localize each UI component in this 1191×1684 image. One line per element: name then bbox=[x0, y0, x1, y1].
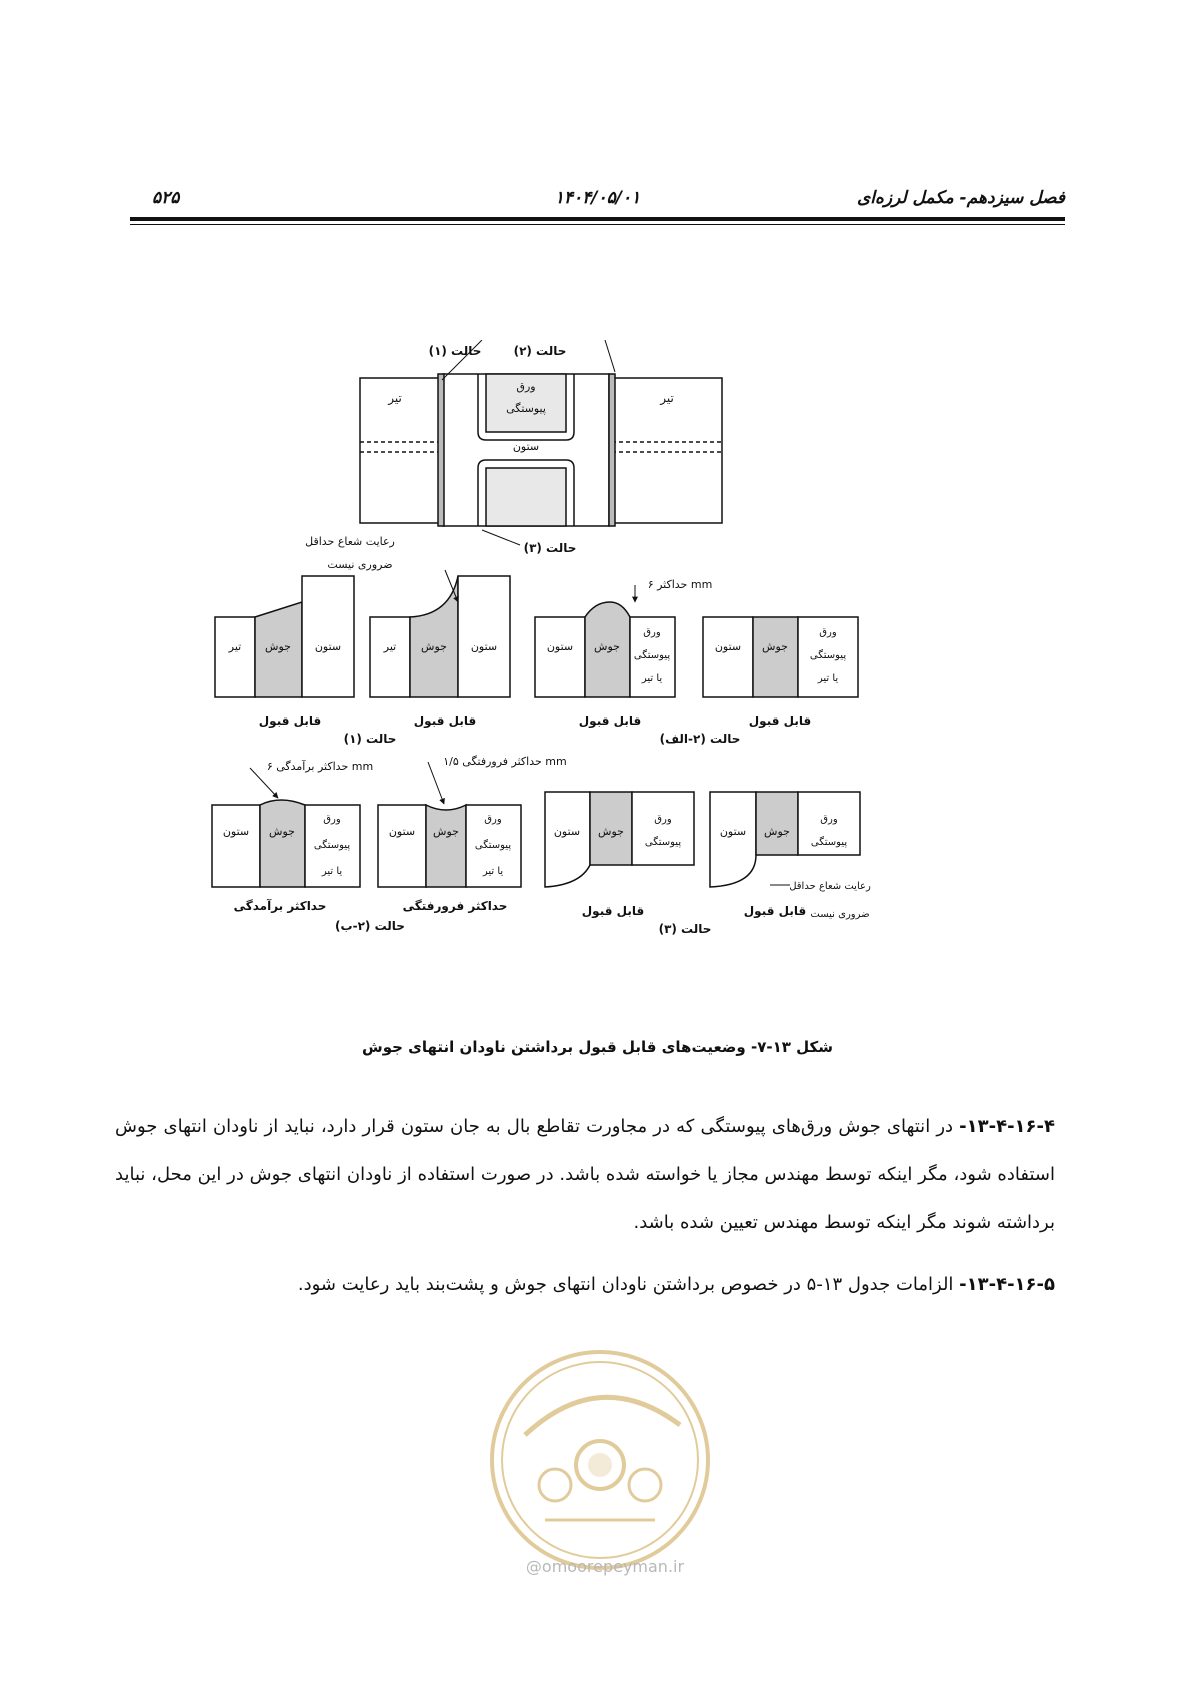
label-case1-mid: حالت (۱) bbox=[343, 732, 397, 746]
label-weld-d1: جوش bbox=[265, 640, 291, 653]
label-plate-d3a: ورق bbox=[643, 627, 661, 638]
label-weld-d2: جوش bbox=[421, 640, 447, 653]
paragraph-number: ۱۳-۴-۱۶-۵- bbox=[959, 1274, 1055, 1295]
label-not-required-bottom: ضروری نیست bbox=[810, 909, 870, 920]
chapter-title: فصل سیزدهم- مکمل لرزه‌ای bbox=[856, 188, 1065, 208]
label-plate-d7b: پیوستگی bbox=[644, 837, 682, 848]
label-orbeam-d3: یا تیر bbox=[641, 673, 663, 684]
label-plate-d5b: پیوستگی bbox=[313, 840, 351, 851]
label-weld-d6: جوش bbox=[433, 825, 459, 838]
label-column-d3: ستون bbox=[546, 640, 574, 653]
label-column-d1: ستون bbox=[314, 640, 342, 653]
label-column-d4: ستون bbox=[714, 640, 742, 653]
label-plate-d8a: ورق bbox=[820, 814, 838, 825]
label-plate-d6a: ورق bbox=[484, 814, 502, 825]
paragraph-number: ۱۳-۴-۱۶-۴- bbox=[959, 1116, 1055, 1137]
label-orbeam-d4: یا تیر bbox=[817, 673, 839, 684]
paragraph-text: در انتهای جوش ورق‌های پیوستگی که در مجاورت تقاطع بال به جان ستون قرار دارد، نباید از ناودان انتهای جوش استفاده شود، مگر اینکه توسط مهندس مجاز یا خواسته شده باشد. در صورت استفاده از ناودان انتهای جوش در این محل، نباید برداشته شوند مگر اینکه توسط مهندس تعیین شده باشد. bbox=[115, 1116, 1055, 1233]
watermark-logo bbox=[485, 1345, 715, 1575]
label-max-reinf-6: حداکثر برآمدگی ۶ mm bbox=[266, 760, 374, 773]
label-plate-d3b: پیوستگی bbox=[633, 650, 671, 661]
page-header bbox=[130, 188, 1065, 212]
label-weld-d4: جوش bbox=[762, 640, 788, 653]
label-max-undercut: حداکثر فرورفتگی bbox=[402, 899, 508, 913]
label-weld-d5: جوش bbox=[269, 825, 295, 838]
header-rule-thin bbox=[130, 224, 1065, 225]
label-acceptable-d4: قابل قبول bbox=[748, 714, 812, 728]
watermark-site: @omoorepeyman.ir bbox=[525, 1557, 685, 1576]
label-case3-top: حالت (۳) bbox=[523, 541, 577, 555]
paragraph-13-4-16-4 bbox=[115, 1103, 1055, 1247]
label-max-undercut-15: حداکثر فرورفتگی ۱/۵ mm bbox=[443, 755, 567, 768]
label-weld-d3: جوش bbox=[594, 640, 620, 653]
label-column-d6: ستون bbox=[388, 825, 416, 838]
label-plate-d8b: پیوستگی bbox=[810, 837, 848, 848]
label-case2-top: حالت (۲) bbox=[513, 344, 567, 358]
label-max-reinf: حداکثر برآمدگی bbox=[233, 899, 327, 913]
page-number: ۵۲۵ bbox=[152, 188, 180, 208]
label-beam-d2: تیر bbox=[383, 640, 397, 653]
label-plate-d4a: ورق bbox=[819, 627, 837, 638]
label-column-d8: ستون bbox=[719, 825, 747, 838]
figure-caption: شکل ۱۳-۷- وضعیت‌های قابل قبول برداشتن ناودان انتهای جوش bbox=[362, 1038, 833, 1056]
label-case2a: حالت (۲-الف) bbox=[659, 732, 741, 746]
label-plate-d5a: ورق bbox=[323, 814, 341, 825]
label-beam-d1: تیر bbox=[228, 640, 242, 653]
label-beam-right: تیر bbox=[660, 391, 674, 405]
label-min-radius-top: رعایت شعاع حداقل bbox=[305, 535, 395, 548]
label-acceptable-d8: قابل قبول bbox=[743, 904, 807, 918]
label-column-d2: ستون bbox=[470, 640, 498, 653]
label-min-radius-bottom: رعایت شعاع حداقل bbox=[789, 881, 871, 892]
label-not-required-top: ضروری نیست bbox=[327, 558, 393, 571]
label-weld-d7: جوش bbox=[598, 825, 624, 838]
label-acceptable-d1: قابل قبول bbox=[258, 714, 322, 728]
label-plate-d6b: پیوستگی bbox=[474, 840, 512, 851]
label-plate-top2: پیوستگی bbox=[506, 402, 546, 415]
label-case1-top: حالت (۱) bbox=[428, 344, 482, 358]
label-beam-left: تیر bbox=[388, 391, 402, 405]
label-plate-d4b: پیوستگی bbox=[809, 650, 847, 661]
label-acceptable-d2: قابل قبول bbox=[413, 714, 477, 728]
header-rule-thick bbox=[130, 217, 1065, 221]
label-orbeam-d5: یا تیر bbox=[321, 866, 343, 877]
header-date: ۱۴۰۴/۰۵/۰۱ bbox=[554, 188, 641, 208]
label-plate-top1: ورق bbox=[516, 380, 536, 393]
label-orbeam-d6: یا تیر bbox=[482, 866, 504, 877]
label-case3-bottom: حالت (۳) bbox=[658, 922, 712, 936]
label-acceptable-d3: قابل قبول bbox=[578, 714, 642, 728]
label-column-top: ستون bbox=[512, 440, 540, 453]
paragraph-13-4-16-5 bbox=[115, 1261, 1055, 1309]
label-weld-d8: جوش bbox=[764, 825, 790, 838]
weld-tab-diagram bbox=[210, 340, 960, 1020]
label-plate-d7a: ورق bbox=[654, 814, 672, 825]
label-column-d7: ستون bbox=[553, 825, 581, 838]
label-column-d5: ستون bbox=[222, 825, 250, 838]
label-acceptable-d7: قابل قبول bbox=[581, 904, 645, 918]
weld-tab-figure bbox=[210, 340, 960, 1020]
label-case2b: حالت (۲-ب) bbox=[335, 919, 405, 933]
paragraph-text: الزامات جدول ۱۳-۵ در خصوص برداشتن ناودان انتهای جوش و پشت‌بند باید رعایت شود. bbox=[297, 1274, 954, 1295]
label-max6-mid: حداکثر ۶ mm bbox=[647, 578, 713, 591]
